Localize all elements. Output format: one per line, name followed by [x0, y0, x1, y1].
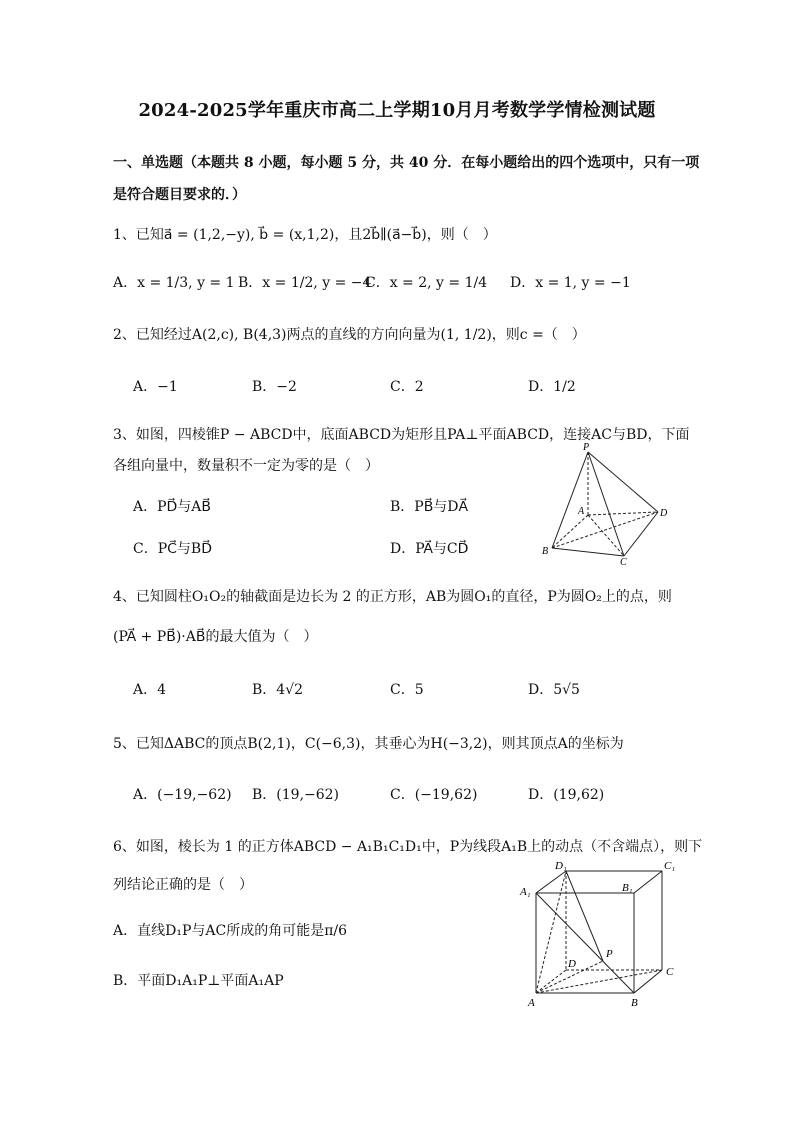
question-4-text-line2: (PA⃗ + PB⃗)·AB⃗的最大值为（ ） [113, 629, 318, 645]
question-4-option-d: D．5√5 [528, 682, 580, 698]
pyramid-label-b: B [542, 546, 549, 557]
cube-label-b: B [631, 997, 638, 1009]
question-4-text-line1: 4、已知圆柱O₁O₂的轴截面是边长为 2 的正方形，AB为圆O₁的直径，P为圆O₂上的点，则 [113, 589, 672, 605]
question-3-option-d: D．PA⃗与CD⃗ [390, 541, 469, 557]
cube-figure [518, 855, 688, 1010]
section-heading-line1: 一、单选题（本题共 8 小题，每小题 5 分，共 40 分．在每小题给出的四个选项中，只有一项 [113, 155, 700, 171]
question-1-option-b: B．x = 1/2, y = −4 [238, 275, 372, 291]
question-2-text: 2、已知经过A(2,c), B(4,3)两点的直线的方向向量为(1, 1/2)，则c =（ ） [113, 327, 586, 343]
question-1-option-c: C．x = 2, y = 1/4 [365, 275, 488, 291]
question-5-option-c: C．(−19,62) [390, 787, 478, 803]
question-6-option-b: B．平面D₁A₁P⊥平面A₁AP [113, 973, 284, 989]
question-5-option-a: A．(−19,−62) [133, 787, 232, 803]
pyramid-label-p: P [583, 442, 590, 453]
cube-label-a1: A₁ [520, 886, 531, 898]
cube-label-b1: B₁ [622, 882, 633, 894]
question-2-option-c: C．2 [390, 379, 424, 395]
question-4-option-a: A．4 [133, 682, 167, 698]
question-1-text: 1、已知a⃗ = (1,2,−y), b⃗ = (x,1,2)，且2b⃗∥(a⃗−b⃗)，则（ ） [113, 227, 497, 243]
question-4-option-c: C．5 [390, 682, 424, 698]
question-5-text: 5、已知ΔABC的顶点B(2,1)，C(−6,3)，其垂心为H(−3,2)，则其顶点A的坐标为 [113, 736, 624, 752]
question-3-text-line2: 各组向量中，数量积不一定为零的是（ ） [113, 458, 379, 474]
section-heading-line2: 是符合题目要求的．） [113, 187, 246, 203]
question-4-option-b: B．4√2 [252, 682, 304, 698]
cube-label-c1: C₁ [664, 860, 676, 872]
question-2-option-b: B．−2 [252, 379, 297, 395]
pyramid-label-d: D [660, 508, 668, 519]
page-title: 2024-2025学年重庆市高二上学期10月月考数学学情检测试题 [138, 100, 656, 121]
cube-label-a: A [528, 997, 535, 1009]
question-5-option-d: D．(19,62) [528, 787, 605, 803]
cube-label-d1: D₁ [555, 860, 567, 872]
question-6-text-line1: 6、如图，棱长为 1 的正方体ABCD − A₁B₁C₁D₁中，P为线段A₁B上的动点（不含端点），则下 [113, 839, 703, 855]
cube-label-d: D [568, 958, 576, 970]
question-1-option-a: A．x = 1/3, y = 1 [113, 275, 235, 291]
question-6-text-line2: 列结论正确的是（ ） [113, 877, 253, 893]
pyramid-label-a: A [578, 506, 585, 517]
question-1-option-d: D．x = 1, y = −1 [510, 275, 631, 291]
question-6-option-a: A．直线D₁P与AC所成的角可能是π/6 [113, 923, 348, 939]
question-3-text-line1: 3、如图，四棱锥P − ABCD中，底面ABCD为矩形且PA⊥平面ABCD，连接AC与BD，下面 [113, 427, 690, 443]
cube-label-p: P [606, 948, 613, 960]
cube-label-c: C [666, 966, 674, 978]
question-3-option-c: C．PC⃗与BD⃗ [133, 541, 212, 557]
pyramid-figure [536, 440, 676, 565]
question-2-option-d: D．1/2 [528, 379, 576, 395]
pyramid-label-c: C [620, 557, 627, 565]
question-3-option-a: A．PD⃗与AB⃗ [133, 499, 212, 515]
question-5-option-b: B．(19,−62) [252, 787, 340, 803]
question-3-option-b: B．PB⃗与DA⃗ [390, 499, 469, 515]
question-2-option-a: A．−1 [133, 379, 178, 395]
